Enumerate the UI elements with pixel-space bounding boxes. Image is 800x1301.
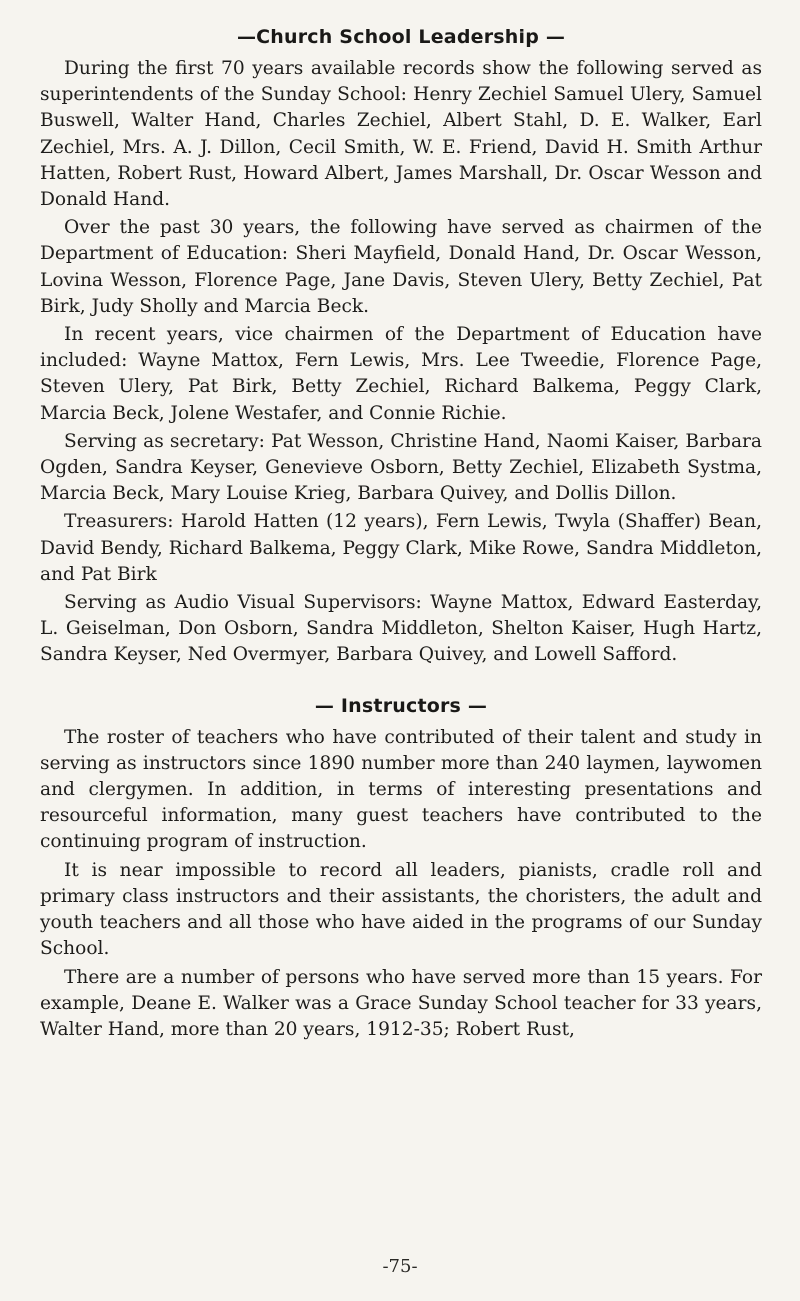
paragraph: Serving as Audio Visual Supervisors: Wayne Mattox, Edward Easterday, L. Geiselman, Don Osborn, Sandra Middleton, Shelton Kaiser, Hugh Hartz, Sandra Keyser, Ned Overmyer, Barbara Quivey, and Lowell Safford. bbox=[40, 592, 762, 666]
document-page bbox=[40, 26, 762, 1045]
paragraph: In recent years, vice chairmen of the Department of Education have included: Wayne Mattox, Fern Lewis, Mrs. Lee Tweedie, Florence Page, Steven Ulery, Pat Birk, Betty Zechiel, Richard Balkema, Peggy Clark, Marcia Beck, Jolene Westafer, and Connie Richie. bbox=[40, 324, 762, 424]
section-heading: —Church School Leadership — bbox=[236, 26, 566, 48]
paragraph: Over the past 30 years, the following have served as chairmen of the Department of Education: Sheri Mayfield, Donald Hand, Dr. Oscar Wesson, Lovina Wesson, Florence Page, Jane Davis, Steven Ulery, Betty Zechiel, Pat Birk, Judy Sholly and Marcia Beck. bbox=[40, 217, 762, 317]
paragraph: The roster of teachers who have contributed of their talent and study in serving as instructors since 1890 number more than 240 laymen, laywomen and clergymen. In addition, in terms of interesting presentations and resourceful information, many guest teachers have contributed to the continuing program of instruction. bbox=[40, 726, 762, 853]
section-church-school-leadership bbox=[40, 26, 762, 669]
page-number: -75- bbox=[382, 1256, 418, 1277]
paragraph: Treasurers: Harold Hatten (12 years), Fern Lewis, Twyla (Shaffer) Bean, David Bendy, Richard Balkema, Peggy Clark, Mike Rowe, Sandra Middleton, and Pat Birk bbox=[40, 511, 762, 585]
paragraph: Serving as secretary: Pat Wesson, Christine Hand, Naomi Kaiser, Barbara Ogden, Sandra Keyser, Genevieve Osborn, Betty Zechiel, Elizabeth Systma, Marcia Beck, Mary Louise Krieg, Barbara Quivey, and Dollis Dillon. bbox=[40, 430, 762, 505]
paragraph: It is near impossible to record all leaders, pianists, cradle roll and primary class instructors and their assistants, the choristers, the adult and youth teachers and all those who have aided in the programs of our Sunday School. bbox=[40, 859, 762, 960]
paragraph: There are a number of persons who have served more than 15 years. For example, Deane E. Walker was a Grace Sunday School teacher for 33 years, Walter Hand, more than 20 years, 1912-35; Robert Rust, bbox=[40, 966, 762, 1040]
section-heading: — Instructors — bbox=[314, 694, 488, 717]
paragraph: During the first 70 years available records show the following served as superintendents of the Sunday School: Henry Zechiel Samuel Ulery, Samuel Buswell, Walter Hand, Charles Zechiel, Albert Stahl, D. E. Walker, Earl Zechiel, Mrs. A. J. Dillon, Cecil Smith, W. E. Friend, David H. Smith Arthur Hatten, Robert Rust, Howard Albert, James Marshall, Dr. Oscar Wesson and Donald Hand. bbox=[40, 58, 762, 211]
section-instructors bbox=[40, 695, 762, 1043]
